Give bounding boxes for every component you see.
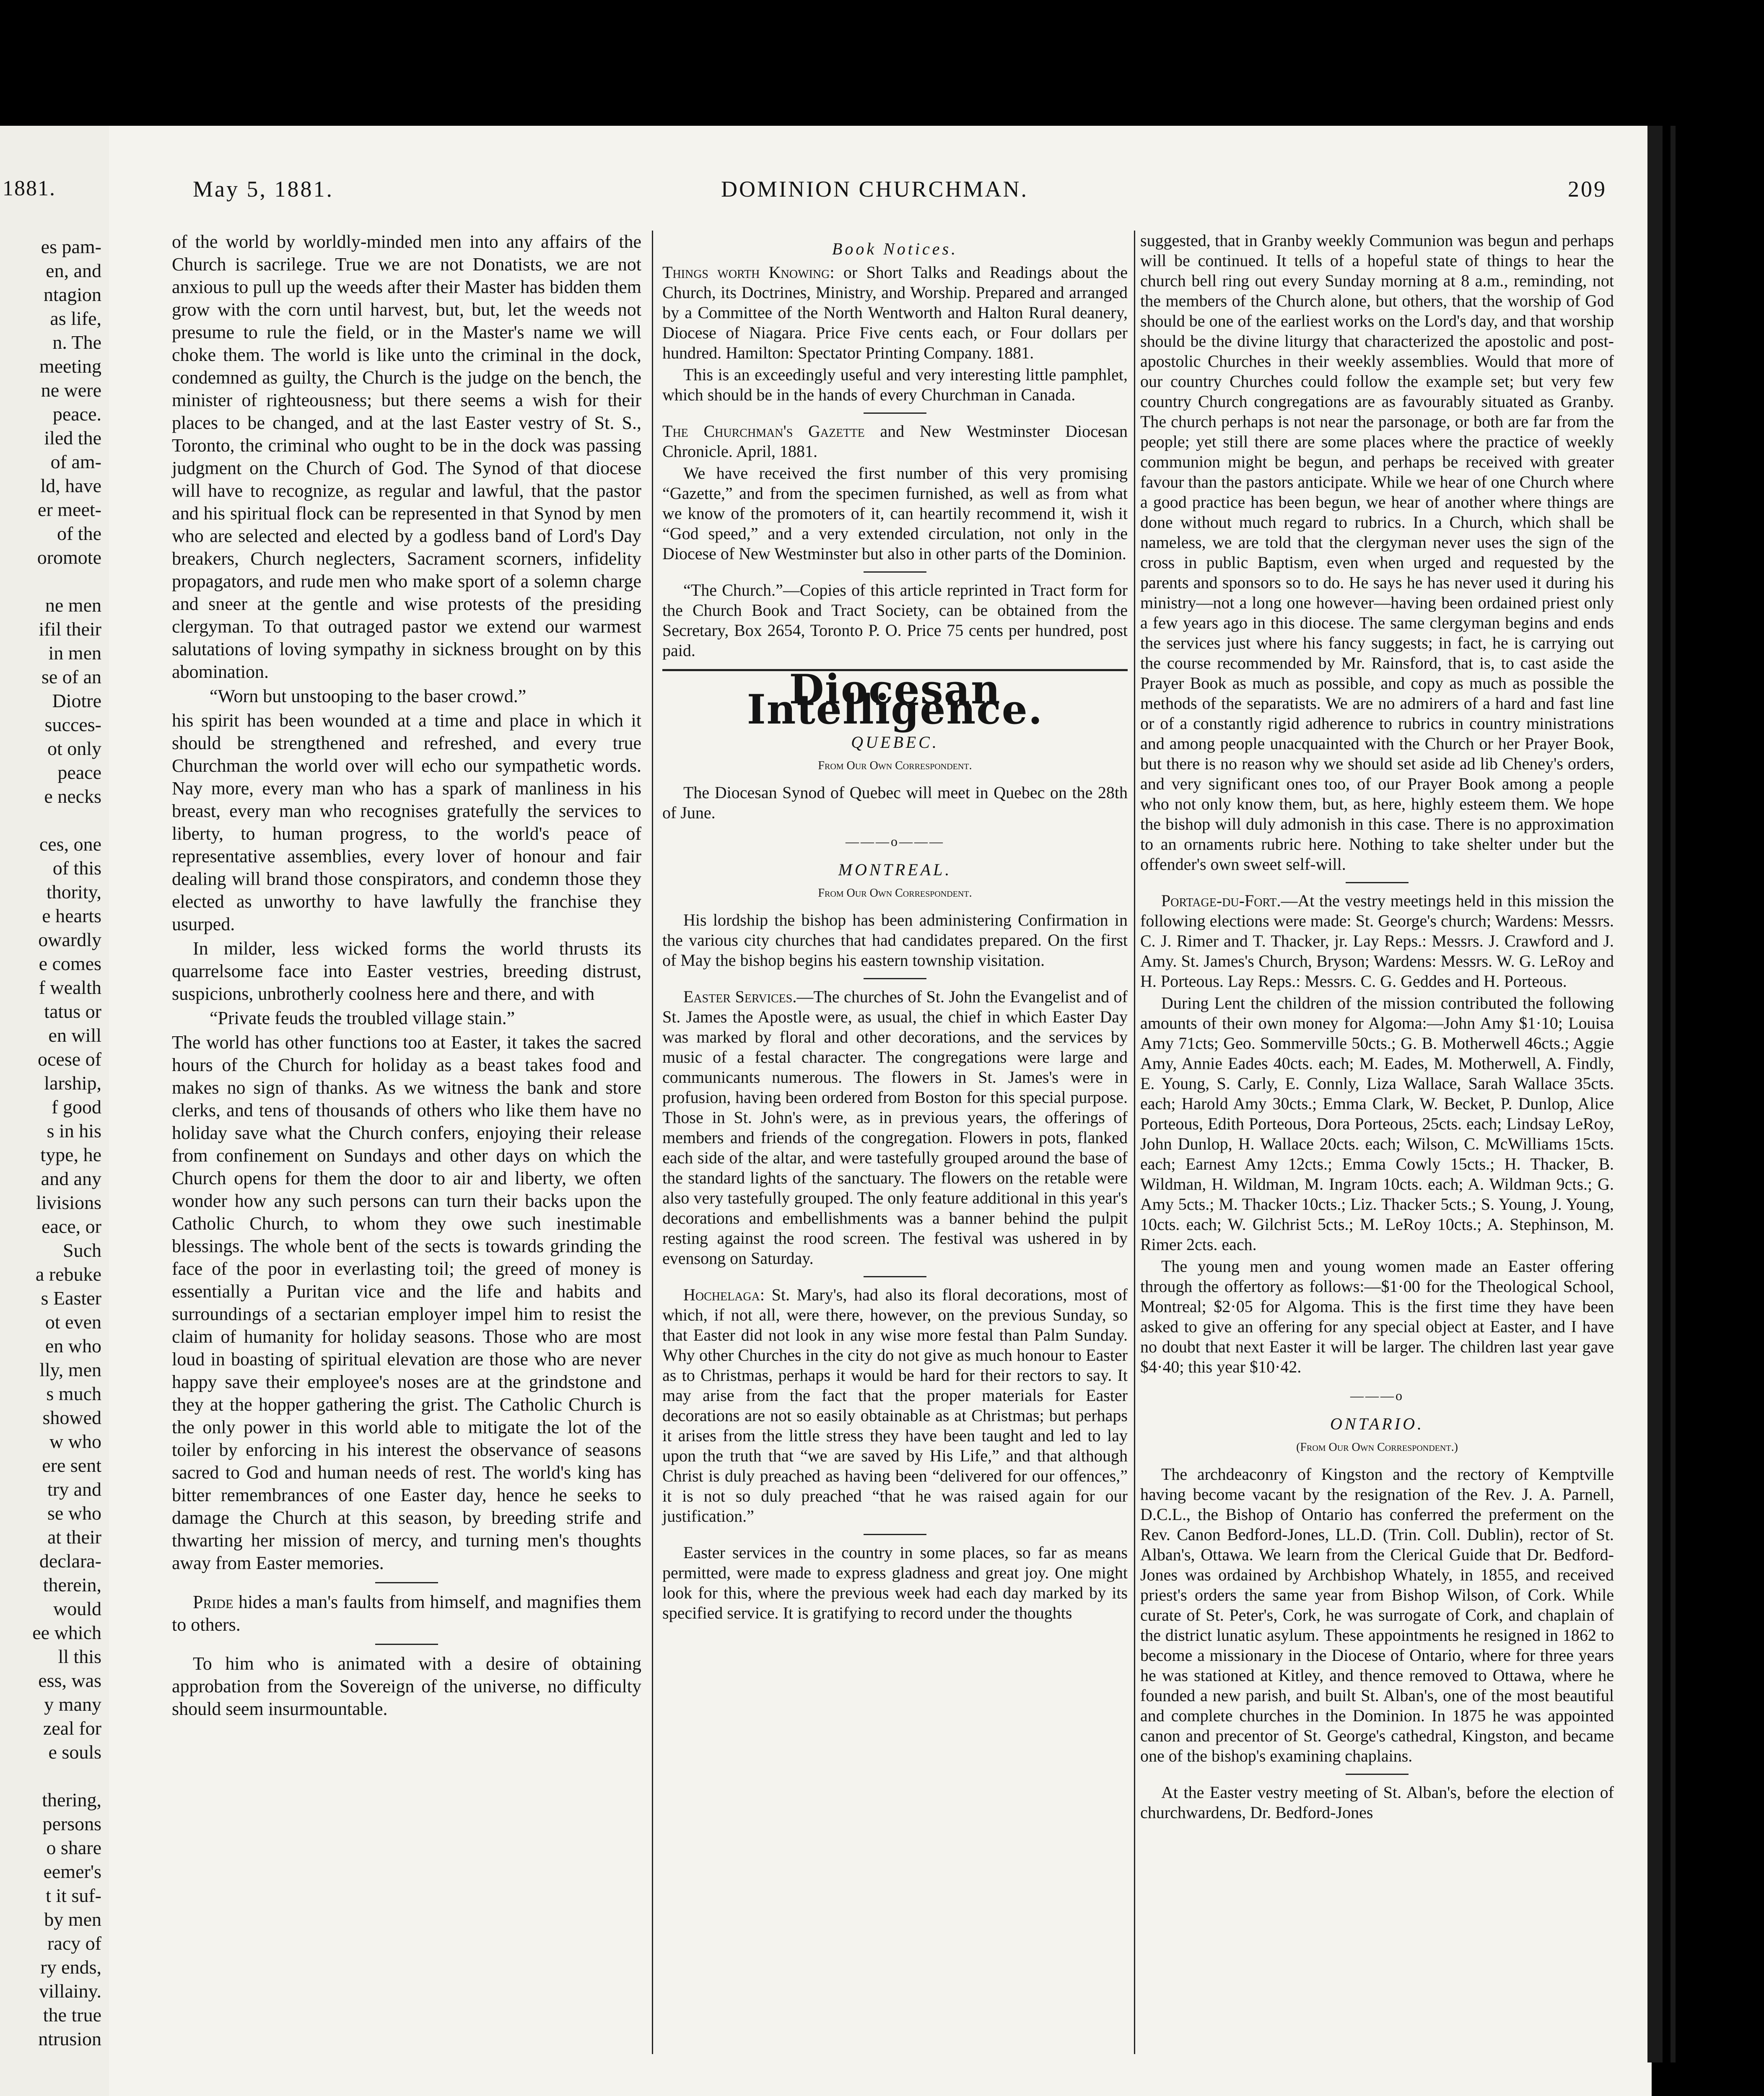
previous-page-fragment — [0, 808, 107, 832]
previous-page-fragment: would — [53, 1598, 101, 1619]
divider — [375, 1644, 438, 1645]
previous-page-fragment: e comes — [39, 953, 101, 974]
previous-page-fragment: a rebuke — [35, 1263, 101, 1285]
previous-page-fragment: ll this — [58, 1646, 101, 1667]
col1-quote-1: “Worn but unstooping to the baser crowd.” — [210, 686, 527, 706]
divider — [864, 412, 926, 414]
previous-page-fragment: ot only — [47, 738, 101, 759]
col1-para-2: his spirit has been wounded at a time and place in which it should be strengthened and refreshed, and every true Churchman the world over will echo our sympathetic words. Nay more, every man who has a spark of manliness in his breast, every man who recognises gratefully the services to liberty, to human progress, to the world's peace of representative assemblies, every lover of honour and fair dealing will brand those conspirators, and condemn those they elected as unworthy to have lawfully the franchise they usurped. — [172, 710, 641, 934]
previous-page-fragment: iled the — [44, 427, 101, 449]
previous-page-fragment: the true — [43, 2004, 101, 2026]
previous-page-fragment: of this — [52, 857, 101, 879]
previous-page-fragment: and any — [41, 1168, 101, 1189]
previous-page-fragment: ne were — [41, 379, 101, 401]
divider: ———o — [1350, 1388, 1404, 1403]
previous-page-fragment: s Easter — [41, 1287, 101, 1309]
col1-para-1: of the world by worldly-minded men into any affairs of the Church is sacrilege. True we are not Donatists, we are not anxious to pull up the weeds after their Master has bidden them grow with the corn until harvest, but, but, let the weeds not presume to rule the field, or in the Master's name we will choke them. The world is like unto the criminal in the dock, condemned as guilty, the Church is the judge on the bench, the minister of righteousness; but there seems a wish for their places to be changed, and at the last Easter vestry of St. S., Toronto, the criminal who ought to be in the dock was passing judgment on the Church of God. The Synod of that diocese will have to recognize, as regular and lawful, that the pastor and his spiritual flock can be represented in that Synod by men who are selected and elected by a godless band of Lord's Day breakers, Church neglecters, Sacrament scorners, infidelity propagators, and rude men who make sport of a solemn charge and sneer at the gentle and wise protests of the presiding clergyman. To that outraged pastor we extend our warmest salutations of loving sympathy in sickness brought on by this abomination. — [172, 231, 641, 682]
gazette-notice — [662, 421, 1128, 462]
previous-page-fragment: eace, or — [42, 1216, 101, 1237]
divider — [864, 1534, 926, 1535]
previous-page-fragment: ld, have — [40, 475, 101, 496]
previous-page-edge — [0, 126, 116, 2096]
previous-page-fragment: racy of — [47, 1933, 101, 1954]
portage-du-fort — [1140, 891, 1614, 991]
previous-page-fragment: lly, men — [39, 1359, 101, 1380]
previous-page-fragment: ocese of — [38, 1048, 101, 1070]
previous-page-fragment: showed — [42, 1407, 101, 1428]
things-lead: Things worth Knowing — [662, 263, 830, 282]
things-rest: : or Short Talks and Readings about the Church, its Doctrines, Ministry, and Worship. Prepared and arranged by a Committee of the North Wentworth and Halton Rural deanery, Diocese of Niagara. Price Five cents each, or Four dollars per hundred. Hamilton: Spectator Printing Company. 1881. — [662, 263, 1128, 362]
previous-page-fragment: declara- — [39, 1550, 101, 1572]
col1-pride — [172, 1591, 641, 1636]
divider — [375, 1582, 438, 1583]
header-page-number: 209 — [1568, 176, 1607, 202]
col1-para-4: The world has other functions too at Easter, it takes the sacred hours of the Church for holiday as a beast takes food and makes no sign of thanks. As we witness the bank and store clerks, and tens of thousands of others who like them have no holiday save what the Church confers, enjoying their release from confinement on Sundays and other days on which the Church opens for them the door to air and liberty, we often wonder how any such persons can turn their backs upon the Catholic Church, to whom they owe such inestimable blessings. The whole bent of the sects is towards grinding the face of the poor in everlasting toil; the greed of money is essentially a Puritan vice and the life and habits and surroundings of a sectarian employer impel him to resist the claim of humanity for holiday seasons. Those who are most loud in boasting of spiritual elevation are those who are never happy save their employee's noses are at the grindstone and they at the hopper gathering the grist. The Catholic Church is the only power in this world able to mitigate the lot of the toiler by enforcing in his interest the observance of seasons sacred to God and human needs of rest. The world's king has bitter remembrances of one Easter day, hence he seeks to damage the Church at this season, by breeding strife and thwarting her mission of mercy, and turning men's thoughts away from Easter memories. — [172, 1032, 641, 1573]
column-rule-2 — [1134, 231, 1135, 2054]
previous-page-fragment: w who — [49, 1431, 101, 1452]
pride-lead: Pride — [193, 1592, 233, 1612]
lent-contributions: During Lent the children of the mission contributed the following amounts of their own money for Algoma:—John Amy $1·10; Louisa Amy 71cts; Geo. Sommerville 50cts.; G. B. Motherwell 46cts.; Aggie Amy, Annie Eades 40cts. each; M. Eades, M. Motherwell, A. Findly, E. Young, S. Carly, E. Connly, Liza Wallace, Sarah Wallace 35cts. each; Harold Amy 30cts.; Emma Clark, W. Becket, P. Dunlop, Alice Porteous, Edith Porteous, Dora Porteous, 25cts. each; Lindsay LeRoy, John Dunlop, H. Wallace 20cts. each; Wilson, C. McWilliams 15cts. each; Earnest Amy 12cts.; Emma Cowly 15cts.; H. Thacker, B. Wildman, H. Wildman, M. Ingram 10cts. each; A. Wildman 9cts.; G. Amy 5cts.; M. Thacker 10cts.; Liz. Thacker 5cts.; S. Young, J. Young, 10cts. each; W. Gilchrist 5cts.; M. LeRoy 10cts.; A. Stephinson, M. Rimer 2cts. each. — [1140, 994, 1614, 1254]
column-1 — [172, 231, 641, 1722]
previous-page-fragment: n. The — [52, 332, 101, 353]
previous-page-fragment: of the — [57, 523, 101, 544]
kingston-text: The archdeaconry of Kingston and the rectory of Kemptville having become vacant by the resignation of the Rev. J. A. Parnell, D.C.L., the Bishop of Ontario has conferred the preferment on the Rev. Canon Bedford-Jones, LL.D. (Trin. Coll. Dublin), rector of St. Alban's, Ottawa. We learn from the Clerical Guide that Dr. Bedford-Jones was ordained by Archbishop Whately, in 1855, and received priest's orders the same year from Bishop Wilson, of Cork. While curate of St. Peter's, Cork, he was surrogate of Cork, and chaplain of the district lunatic asylum. These appointments he resigned in 1862 to become a missionary in the Diocese of Ontario, where for three years he was stationed at Kitley, and thence removed to Ottawa, where he founded a new parish, and built St. Alban's, one of the most beautiful and complete churches in the Dominion. In 1875 he was appointed canon and precentor of St. George's cathedral, Kingston, and became one of the bishop's examining chaplains. — [1140, 1465, 1614, 1765]
portage-lead: Portage-du-Fort. — [1161, 891, 1281, 910]
country-text: Easter services in the country in some places, so far as means permitted, were made to express gladness and great joy. One might look for this, where the previous week had each day marked by its specified service. It is gratifying to record under the thoughts — [662, 1543, 1128, 1622]
easter-services — [662, 987, 1128, 1268]
previous-page-fragment: meeting — [39, 355, 101, 377]
ontario-heading: ONTARIO. — [1330, 1414, 1424, 1433]
granby-text: suggested, that in Granby weekly Communion was begun and perhaps will be continued. It tells of a hopeful state of things to hear the church bell ring out every Sunday morning at 8 a.m., reminding, not the members of the Church alone, but others, that the worship of God should be one of the earliest works on the Lord's day, and that worship should be the divine liturgy that characterized the apostolic and post-apostolic Churches in their weekly assemblies. Would that more of our country Churches could follow the example set; but very few country Church congregations are as favourably situated as Granby. The church perhaps is not near the parsonage, or both are far from the people; yet still there are some places where the practice of weekly communion might be begun, and perhaps be received with greater favour than the pastors anticipate. While we hear of one Church where a good practice has been begun, we hear of another where things are done without much regard to rubrics. In a Church, which shall be nameless, we are told that the clergyman never uses the sign of the cross in public Baptism, even when urged and requested by the parents and sponsors so to do. He says he has never used it during his ministry—not a long one however—having been ordained priest only a few years ago in this diocese. The same clergyman begins and ends the services just where his fancy suggests; in fact, he is carrying out the course recommended by Mr. Rainsford, that is, to cast aside the Prayer Book as much as possible, and copy as much as possible the methods of the separatists. We are no admirers of a hard and fast line or of a constantly rigid adherence to rubrics in country ministrations and among people unacquainted with the Church or her Prayer Book, but there is no reason why we should set aside ad lib Cheney's orders, and very significant ones too, of our Prayer Book among a people who not only know them, but, as here, highly esteem them. We hope the bishop will duly admonish in this case. There is no approximation to an ornaments rubric here. Nothing to take shelter under but the offender's own sweet self-will. — [1140, 231, 1614, 874]
hochelaga-lead: Hochelaga — [683, 1285, 760, 1304]
previous-page-fragment: oromote — [37, 547, 101, 568]
column-3 — [1140, 231, 1614, 1824]
easter-rest: —The churches of St. John the Evangelist and of St. James the Apostle were, as usual, the chief in which Easter Day was marked by floral and other decorations, and the services by music of a festal character. The congregations were large and communicants numerous. The flowers in St. James's were in profusion, having been ordered from Boston for this special purpose. Those in St. John's were, as in previous years, the offerings of members and friends of the congregation. Flowers in pots, flanked each side of the altar, and were tastefully grouped around the base of the standard lights of the sanctuary. The flowers on the retable were also very tastefully grouped. The only feature additional in this year's decorations and embellishments was a banner behind the pulpit resting against the rood screen. The festival was ushered in by evensong on Saturday. — [662, 987, 1128, 1268]
col1-quote-2: “Private feuds the troubled village stain.” — [210, 1008, 515, 1028]
previous-page-fragment: at their — [47, 1526, 101, 1548]
previous-page-fragment: Such — [63, 1240, 101, 1261]
hochelaga — [662, 1285, 1128, 1526]
previous-page-fragment: en, and — [46, 260, 101, 281]
previous-page-fragment: en who — [45, 1335, 101, 1357]
previous-page-fragment: thering, — [42, 1789, 101, 1811]
divider — [864, 978, 926, 979]
things-note: This is an exceedingly useful and very interesting little pamphlet, which should be in the hands of every Churchman in Canada. — [662, 365, 1128, 404]
previous-page-fragment: f wealth — [39, 977, 101, 998]
previous-page-fragment: persons — [42, 1813, 101, 1834]
previous-page-fragment: ry ends, — [40, 1956, 101, 1978]
previous-page-fragment: tatus or — [44, 1001, 101, 1022]
previous-page-fragment: ntrusion — [38, 2028, 101, 2049]
quebec-correspondent: From Our Own Correspondent. — [818, 759, 972, 772]
previous-page-fragment: se who — [47, 1502, 101, 1524]
previous-page-fragment: ee which — [32, 1622, 101, 1643]
previous-page-fragment: ntagion — [44, 284, 101, 305]
column-rule-1 — [652, 231, 653, 2054]
previous-page-fragment: of am- — [50, 451, 101, 472]
previous-page-fragment: type, he — [40, 1144, 101, 1165]
previous-page-fragment: se of an — [41, 666, 101, 687]
ontario-correspondent: (From Our Own Correspondent.) — [1296, 1441, 1458, 1454]
right-border — [1647, 126, 1663, 2062]
previous-page-fragment: zeal for — [43, 1717, 101, 1739]
previous-page-fragment: peace — [57, 762, 101, 783]
previous-page-fragment: peace. — [52, 403, 101, 425]
previous-page-fragment: ere sent — [42, 1455, 101, 1476]
previous-page-fragments — [0, 235, 107, 2051]
previous-page-fragment: eemer's — [43, 1861, 101, 1882]
header-date: May 5, 1881. — [193, 176, 334, 202]
previous-page-fragment: ifil their — [39, 618, 101, 640]
col1-last: To him who is animated with a desire of obtaining approbation from the Sovereign of the universe, no difficulty should seem insurmountable. — [172, 1653, 641, 1719]
previous-page-fragment: s in his — [47, 1120, 101, 1141]
gazette-rest: and New Westminster Diocesan Chronicle. April, 1881. — [662, 422, 1128, 461]
previous-page-fragment: succes- — [44, 714, 101, 735]
previous-page-fragment: er meet- — [38, 499, 101, 520]
previous-page-fragment: f good — [52, 1096, 101, 1118]
previous-page-number: 1881. — [3, 176, 56, 200]
previous-page-fragment: ne men — [45, 594, 101, 616]
hochelaga-rest: : St. Mary's, had also its floral decorations, most of which, if not all, were there, however, on the previous Sunday, so that Easter did not look in any wise more festal than Palm Sunday. Why other Churches in the city do not give as much honour to Easter as to Christmas, perhaps it would be hard for their rectors to say. It may arise from the fact that the proper materials for Easter decorations are not so easily obtainable as at Christmas; but perhaps it arises from the little stress they have been taught and led to lay upon the truth that “we are saved by His Life,” and that although Christ is duly preached as having been “delivered for our offences,” it is not so duly preached “that he was raised again for our justification.” — [662, 1285, 1128, 1525]
quebec-text: The Diocesan Synod of Quebec will meet in Quebec on the 28th of June. — [662, 783, 1128, 822]
diocesan-intelligence-heading: Diocesan Intelligence. — [747, 666, 1043, 733]
previous-page-fragment: as life, — [50, 308, 101, 329]
easter-lead: Easter Services. — [683, 987, 797, 1006]
previous-page-fragment: ces, one — [39, 833, 101, 855]
previous-page-fragment: try and — [47, 1479, 101, 1500]
previous-page-fragment: t it suf- — [46, 1885, 101, 1906]
previous-page-fragment: ess, was — [38, 1670, 101, 1691]
previous-page-fragment: s much — [46, 1383, 101, 1404]
previous-page-fragment: Diotre — [52, 690, 101, 711]
previous-page-fragment: e necks — [44, 786, 101, 807]
previous-page-fragment: therein, — [43, 1574, 101, 1595]
previous-page-fragment: en will — [48, 1025, 101, 1046]
newspaper-page — [109, 126, 1652, 2096]
church-note: “The Church.”—Copies of this article reprinted in Tract form for the Church Book and Tract Society, can be obtained from the Secretary, Box 2654, Toronto P. O. Price 75 cents per hundred, post paid. — [662, 581, 1128, 660]
previous-page-fragment: o share — [46, 1837, 101, 1858]
previous-page-fragment: owardly — [38, 929, 101, 950]
previous-page-fragment — [0, 1764, 107, 1788]
previous-page-fragment: e hearts — [42, 905, 101, 926]
pride-rest: hides a man's faults from himself, and magnifies them to others. — [172, 1592, 641, 1635]
previous-page-fragment: ot even — [45, 1311, 101, 1333]
previous-page-fragment: villainy. — [39, 1980, 101, 2002]
young-offering: The young men and young women made an Easter offering through the offertory as follows:—$1·00 for the Theological School, Montreal; $2·05 for Algoma. This is the first time they have been asked to give an offering for any special object at Easter, and I have no doubt that next Easter it will be larger. The children last year gave $4·40; this year $10·42. — [1140, 1257, 1614, 1376]
previous-page-fragment: es pam- — [41, 236, 101, 257]
previous-page-fragment: larship, — [44, 1072, 101, 1094]
previous-page-fragment — [0, 569, 107, 593]
previous-page-fragment: livisions — [36, 1192, 101, 1213]
divider — [864, 571, 926, 573]
column-2 — [662, 231, 1128, 1625]
previous-page-fragment: in men — [48, 642, 101, 664]
previous-page-fragment: thority, — [46, 881, 101, 903]
portage-rest: —At the vestry meetings held in this mission the following elections were made: St. George's church; Wardens: Messrs. C. J. Rimer and T. Thacker, jr. Lay Reps.: Messrs. J. Crawford and J. Amy. St. James's Church, Bryson; Wardens: Messrs. W. G. LeRoy and H. Porteous. Lay Reps.: Messrs. C. G. Geddes and H. Porteous. — [1140, 891, 1614, 991]
col1-para-3: In milder, less wicked forms the world thrusts its quarrelsome face into Easter vestries, breeding distrust, suspicions, unbrotherly coolness here and there, and with — [172, 938, 641, 1004]
divider — [1346, 882, 1409, 883]
right-border-line — [1671, 126, 1676, 2062]
book-notices-heading: Book Notices. — [832, 239, 958, 258]
gazette-lead: The Churchman's Gazette — [662, 422, 865, 441]
gazette-note: We have received the first number of this very promising “Gazette,” and from the specimen furnished, as well as from what we know of the promoters of it, can heartily recommend it, wish it “God speed,” and a very extended circulation, not only in the Diocese of New Westminster but also in other parts of the Dominion. — [662, 464, 1128, 563]
divider — [864, 1276, 926, 1277]
divider: ———o——— — [846, 834, 944, 849]
things-worth-knowing — [662, 262, 1128, 363]
montreal-heading: MONTREAL. — [838, 860, 952, 879]
previous-page-fragment: e souls — [48, 1741, 101, 1763]
montreal-text: His lordship the bishop has been administering Confirmation in the various city churches that had candidates prepared. On the first of May the bishop begins his eastern township visitation. — [662, 911, 1128, 970]
divider — [1346, 1774, 1409, 1775]
montreal-correspondent: From Our Own Correspondent. — [818, 887, 972, 900]
quebec-heading: QUEBEC. — [851, 733, 939, 752]
previous-page-fragment: y many — [44, 1694, 101, 1715]
previous-page-fragment: by men — [44, 1909, 101, 1930]
vestry-text: At the Easter vestry meeting of St. Alban's, before the election of churchwardens, Dr. Bedford-Jones — [1140, 1783, 1614, 1822]
header-title: DOMINION CHURCHMAN. — [721, 176, 1029, 202]
